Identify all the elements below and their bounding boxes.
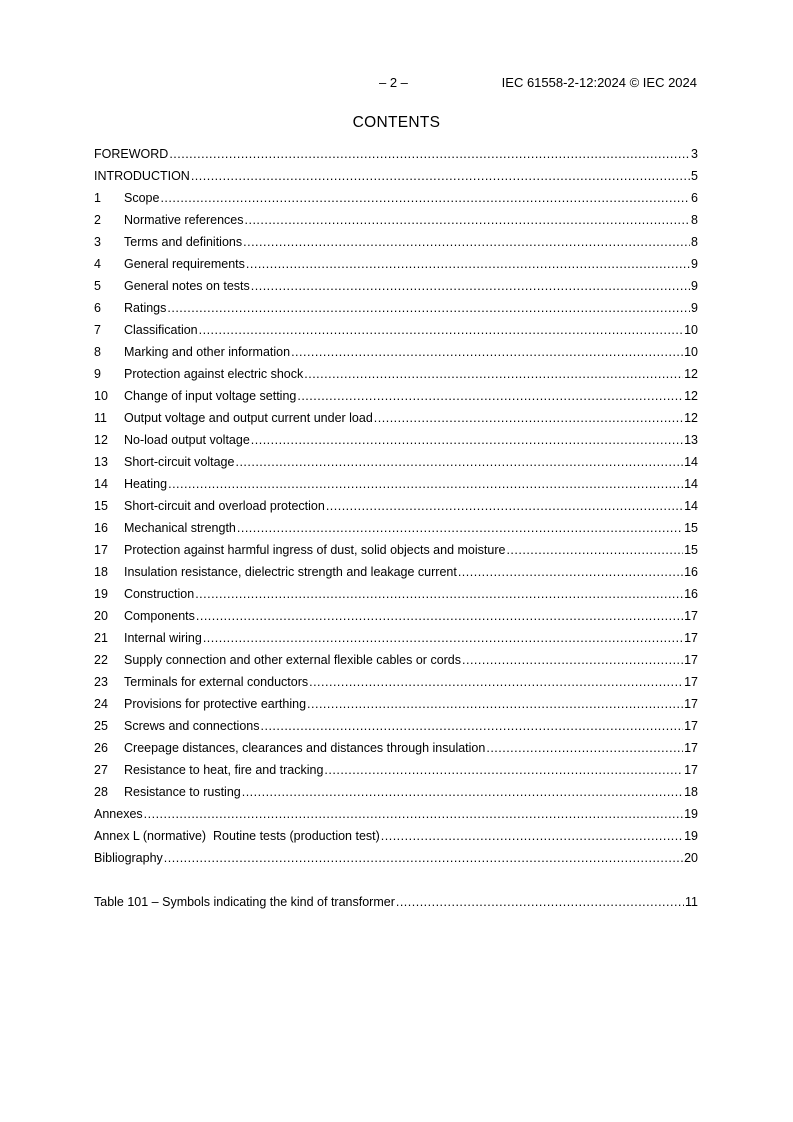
toc-entry-number: 8: [94, 345, 101, 359]
toc-entry[interactable]: [94, 143, 698, 165]
toc-dot-leader: [251, 429, 683, 451]
toc-dot-leader: [326, 495, 683, 517]
toc-entry-page: 16: [684, 565, 698, 579]
toc-dot-leader: [251, 275, 690, 297]
toc-entry-page: 12: [684, 389, 698, 403]
toc-entry-page: 20: [684, 851, 698, 865]
toc-dot-leader: [261, 715, 684, 737]
toc-entry-page: 14: [684, 455, 698, 469]
toc-dot-leader: [168, 473, 683, 495]
toc-entry-page: 6: [691, 191, 698, 205]
toc-entry-number: 23: [94, 675, 108, 689]
toc-entry[interactable]: [94, 715, 698, 737]
toc-entry-page: 17: [684, 741, 698, 755]
page-number: – 2 –: [379, 75, 408, 90]
toc-entry-title: Ratings: [124, 301, 167, 315]
toc-entry-number: 16: [94, 521, 108, 535]
toc-entry-number: 18: [94, 565, 108, 579]
toc-entry-page: 16: [684, 587, 698, 601]
toc-entry-title: Screws and connections: [124, 719, 260, 733]
toc-dot-leader: [243, 231, 690, 253]
toc-entry-title: Creepage distances, clearances and distances through insulation: [124, 741, 486, 755]
toc-entry-page: 17: [684, 697, 698, 711]
toc-entry-title: FOREWORD: [94, 147, 169, 161]
toc-entry-title: Insulation resistance, dielectric strength and leakage current: [124, 565, 457, 579]
toc-entry-title: Marking and other information: [124, 345, 291, 359]
toc-entry[interactable]: [94, 451, 698, 473]
toc-entry-number: 1: [94, 191, 101, 205]
toc-entry-title: Components: [124, 609, 195, 623]
toc-entry-page: 13: [684, 433, 698, 447]
toc-entry-title: Protection against harmful ingress of dust, solid objects and moisture: [124, 543, 506, 557]
toc-entry-title: Bibliography: [94, 851, 163, 865]
toc-dot-leader: [245, 209, 691, 231]
toc-dot-leader: [462, 649, 683, 671]
toc-dot-leader: [297, 385, 683, 407]
toc-entry[interactable]: [94, 649, 698, 671]
toc-entry-title: Resistance to heat, fire and tracking: [124, 763, 324, 777]
toc-dot-leader: [242, 781, 683, 803]
toc-entry-title: Resistance to rusting: [124, 785, 241, 799]
toc-entry[interactable]: [94, 781, 698, 803]
toc-entry[interactable]: [94, 803, 698, 825]
toc-entry[interactable]: [94, 627, 698, 649]
toc-dot-leader: [203, 627, 683, 649]
toc-entry-page: 17: [684, 763, 698, 777]
toc-dot-leader: [291, 341, 683, 363]
toc-entry[interactable]: [94, 165, 698, 187]
toc-dot-leader: [458, 561, 683, 583]
toc-dot-leader: [191, 165, 690, 187]
toc-entry-page: 3: [691, 147, 698, 161]
toc-entry-title: No-load output voltage: [124, 433, 250, 447]
toc-entry-page: 5: [691, 169, 698, 183]
toc-entry-number: 21: [94, 631, 108, 645]
toc-entry-page: 12: [684, 367, 698, 381]
toc-entry-title: Provisions for protective earthing: [124, 697, 307, 711]
toc-entry[interactable]: [94, 539, 698, 561]
toc-entry[interactable]: [94, 363, 698, 385]
toc-entry[interactable]: [94, 759, 698, 781]
toc-entry-number: 20: [94, 609, 108, 623]
toc-entry-title: Internal wiring: [124, 631, 202, 645]
toc-entry-page: 15: [684, 543, 698, 557]
toc-dot-leader: [167, 297, 690, 319]
toc-entry-number: 25: [94, 719, 108, 733]
toc-entry-page: 12: [684, 411, 698, 425]
toc-entry-page: 18: [684, 785, 698, 799]
toc-entry[interactable]: [94, 231, 698, 253]
toc-entry-number: 15: [94, 499, 108, 513]
toc-entry[interactable]: [94, 341, 698, 363]
toc-dot-leader: [374, 407, 683, 429]
toc-entry[interactable]: [94, 209, 698, 231]
toc-dot-leader: [246, 253, 690, 275]
toc-entry-title: Mechanical strength: [124, 521, 236, 535]
toc-entry-title: Scope: [124, 191, 160, 205]
toc-entry-page: 17: [684, 719, 698, 733]
toc-entry-title: Terms and definitions: [124, 235, 243, 249]
toc-entry-number: 5: [94, 279, 101, 293]
toc-entry-number: 14: [94, 477, 108, 491]
toc-entry[interactable]: [94, 495, 698, 517]
toc-entry-page: 9: [691, 279, 698, 293]
toc-dot-leader: [506, 539, 683, 561]
toc-entry-page: 19: [684, 807, 698, 821]
toc-entry-title: Classification: [124, 323, 198, 337]
document-reference: IEC 61558-2-12:2024 © IEC 2024: [501, 75, 697, 90]
toc-entry[interactable]: [94, 583, 698, 605]
toc-entry-page: 14: [684, 477, 698, 491]
toc-entry-page: 19: [684, 829, 698, 843]
toc-entry[interactable]: [94, 385, 698, 407]
toc-entry-number: 24: [94, 697, 108, 711]
toc-entry-title: Output voltage and output current under load: [124, 411, 373, 425]
toc-entry-page: 8: [691, 235, 698, 249]
toc-entry-number: 6: [94, 301, 101, 315]
toc-dot-leader: [164, 847, 683, 869]
toc-dot-leader: [169, 143, 690, 165]
toc-entry[interactable]: [94, 891, 698, 913]
toc-dot-leader: [199, 319, 683, 341]
toc-entry[interactable]: [94, 517, 698, 539]
toc-dot-leader: [307, 693, 683, 715]
table-of-contents: [94, 143, 698, 913]
toc-dot-leader: [304, 363, 683, 385]
toc-entry-title: Supply connection and other external flexible cables or cords: [124, 653, 462, 667]
toc-dot-leader: [144, 803, 683, 825]
toc-entry-page: 17: [684, 653, 698, 667]
toc-entry-title: Short-circuit and overload protection: [124, 499, 325, 513]
toc-entry[interactable]: [94, 605, 698, 627]
toc-entry-number: 17: [94, 543, 108, 557]
toc-entry-page: 17: [684, 631, 698, 645]
toc-entry[interactable]: [94, 847, 698, 869]
toc-entry-page: 17: [684, 675, 698, 689]
toc-entry-page: 11: [685, 895, 698, 909]
toc-entry-number: 28: [94, 785, 108, 799]
toc-dot-leader: [396, 891, 684, 913]
toc-entry[interactable]: [94, 561, 698, 583]
toc-dot-leader: [486, 737, 683, 759]
toc-entry-title: Table 101 – Symbols indicating the kind of transformer: [94, 895, 395, 909]
toc-dot-leader: [309, 671, 683, 693]
toc-entry-title: Construction: [124, 587, 195, 601]
toc-entry-number: 3: [94, 235, 101, 249]
toc-dot-leader: [195, 583, 683, 605]
toc-entry[interactable]: [94, 253, 698, 275]
page-title: CONTENTS: [352, 114, 441, 131]
toc-dot-leader: [324, 759, 683, 781]
toc-entry[interactable]: [94, 187, 698, 209]
toc-dot-leader: [160, 187, 690, 209]
toc-entry[interactable]: [94, 737, 698, 759]
toc-entry-number: 7: [94, 323, 101, 337]
toc-entry-title: Terminals for external conductors: [124, 675, 309, 689]
toc-entry-title: Annexes: [94, 807, 143, 821]
toc-dot-leader: [237, 517, 683, 539]
toc-entry[interactable]: [94, 693, 698, 715]
toc-dot-leader: [235, 451, 683, 473]
toc-entry-number: 9: [94, 367, 101, 381]
toc-entry-title: General requirements: [124, 257, 245, 271]
toc-entry[interactable]: [94, 473, 698, 495]
toc-entry[interactable]: [94, 825, 698, 847]
toc-entry[interactable]: [94, 275, 698, 297]
toc-entry-title: Normative references: [124, 213, 244, 227]
toc-entry-page: 14: [684, 499, 698, 513]
toc-entry-number: 19: [94, 587, 108, 601]
toc-entry-title: Protection against electric shock: [124, 367, 304, 381]
toc-entry-title: INTRODUCTION: [94, 169, 190, 183]
toc-entry[interactable]: [94, 671, 698, 693]
toc-entry-page: 9: [691, 301, 698, 315]
toc-entry-title: Short-circuit voltage: [124, 455, 235, 469]
toc-entry-title: Change of input voltage setting: [124, 389, 297, 403]
toc-entry-page: 8: [691, 213, 698, 227]
toc-entry[interactable]: [94, 429, 698, 451]
toc-entry-number: 13: [94, 455, 108, 469]
toc-entry-number: 11: [94, 411, 107, 425]
toc-entry[interactable]: [94, 319, 698, 341]
toc-entry-page: 17: [684, 609, 698, 623]
toc-entry-number: 2: [94, 213, 101, 227]
spacer: [94, 869, 698, 891]
toc-entry-page: 15: [684, 521, 698, 535]
toc-entry-title: General notes on tests: [124, 279, 250, 293]
toc-entry-page: 9: [691, 257, 698, 271]
toc-entry-title: Annex L (normative) Routine tests (production test): [94, 829, 380, 843]
toc-dot-leader: [196, 605, 683, 627]
toc-entry-page: 10: [684, 345, 698, 359]
toc-entry-page: 10: [684, 323, 698, 337]
toc-entry-number: 4: [94, 257, 101, 271]
toc-entry[interactable]: [94, 297, 698, 319]
toc-entry-number: 26: [94, 741, 108, 755]
toc-entry-number: 12: [94, 433, 108, 447]
toc-entry-title: Heating: [124, 477, 168, 491]
toc-dot-leader: [381, 825, 683, 847]
toc-entry-number: 27: [94, 763, 108, 777]
toc-entry[interactable]: [94, 407, 698, 429]
toc-entry-number: 22: [94, 653, 108, 667]
toc-entry-number: 10: [94, 389, 108, 403]
